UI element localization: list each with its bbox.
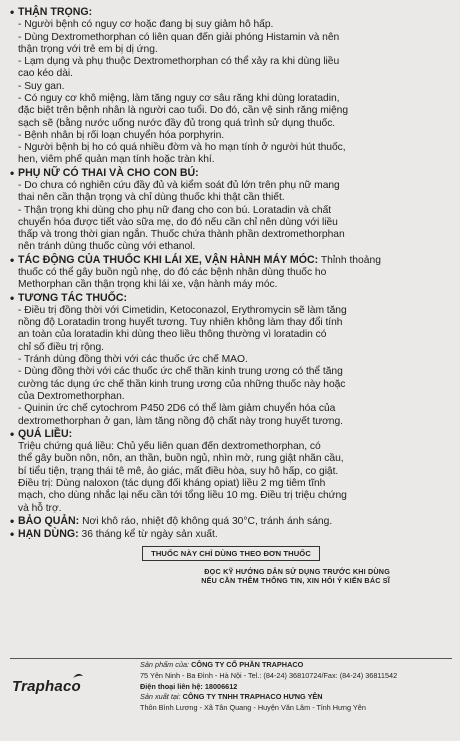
text-line: - Có nguy cơ khô miệng, làm tăng nguy cơ sâu răng khi dùng loratadin, <box>18 92 340 104</box>
text-line: cường tác dụng ức chế thần kinh trung ương của những thuốc này hoặc <box>18 378 346 390</box>
text-line: - Dùng đồng thời với các thuốc ức chế thần kinh trung ương có thể tăng <box>18 366 343 378</box>
section-body <box>10 441 452 515</box>
text-line: - Người bệnh bị ho có quá nhiều đờm và ho mạn tính ở người hút thuốc, <box>18 142 346 154</box>
notice-line-2: NẾU CẦN THÊM THÔNG TIN, XIN HỎI Ý KIẾN BÁC SĨ <box>201 576 390 586</box>
section-inline-text: Thỉnh thoảng <box>318 254 381 266</box>
section-title: HẠN DÙNG: <box>18 528 79 541</box>
section-heading <box>10 528 452 541</box>
section-5 <box>10 515 452 528</box>
otc-wrap <box>10 546 452 561</box>
text-line: bí tiểu tiện, trạng thái tê mê, ảo giác, mất điều hòa, suy hô hấp, co giật. <box>18 465 339 477</box>
section-heading <box>10 254 452 267</box>
section-heading-text <box>18 292 452 305</box>
section-3 <box>10 292 452 428</box>
text-line: và hỗ trợ. <box>18 502 62 514</box>
section-heading <box>10 167 452 180</box>
text-line: mạch, cho dùng nhắc lại nếu cần tới tổng liều 10 mg. Điều trị triệu chứng <box>18 490 347 502</box>
product-of-label: Sản phẩm của: <box>140 660 192 669</box>
manufactured-line <box>140 692 452 703</box>
bullet-icon: • <box>10 5 15 19</box>
section-title: BẢO QUẢN: <box>18 514 80 527</box>
section-title: TÁC ĐỘNG CỦA THUỐC KHI LÁI XE, VẬN HÀNH MÁY MÓC: <box>18 253 319 266</box>
section-body <box>10 305 452 428</box>
section-title: QUÁ LIỀU: <box>18 427 73 440</box>
text-line: dextromethorphan ở gan, làm tăng nồng độ chất này trong huyết tương. <box>18 415 343 427</box>
section-heading <box>10 428 452 441</box>
factory-address: Thôn Bình Lương - Xã Tân Quang - Huyện Văn Lâm - Tỉnh Hưng Yên <box>140 703 366 713</box>
section-0 <box>10 6 452 167</box>
text-line: thấp và trong thời gian ngắn. Thuốc chứa thành phần dextromethorphan <box>18 229 345 241</box>
prescription-only-box: THUỐC NÀY CHỈ DÙNG THEO ĐƠN THUỐC <box>142 546 320 561</box>
section-heading-text <box>18 528 452 541</box>
bullet-icon: • <box>10 290 15 305</box>
notice-wrap <box>10 567 452 585</box>
bullet-icon: • <box>10 426 15 441</box>
section-heading <box>10 292 452 305</box>
text-line: nồng độ Loratadin trong huyết tương. Tuy nhiên không làm thay đổi tính <box>18 317 343 329</box>
text-line: chỉ số điều trị rộng. <box>18 341 104 353</box>
text-line: của Dextromethorphan. <box>18 390 125 402</box>
text-line: - Suy gan. <box>18 80 65 92</box>
section-6 <box>10 528 452 541</box>
bullet-icon: • <box>10 513 15 528</box>
text-line: - Bệnh nhân bị rối loạn chuyển hóa porphyrin. <box>18 129 225 141</box>
leaflet-sections <box>10 6 452 541</box>
hotline-number: 18006612 <box>204 681 238 691</box>
manufacturer-name: CÔNG TY TNHH TRAPHACO HƯNG YÊN <box>182 692 323 702</box>
text-line: thuốc có thể gây buồn ngủ nhẹ, do đó các bệnh nhân dùng thuốc ho <box>18 267 327 279</box>
section-inline-text: 36 tháng kể từ ngày sản xuất. <box>78 529 218 541</box>
company-logo: Traphaco <box>12 678 81 695</box>
text-line: - Điều trị đồng thời với Cimetidin, Ketoconazol, Erythromycin sẽ làm tăng <box>18 304 347 316</box>
section-heading <box>10 6 452 19</box>
text-line: thai nên cần thận trọng và chỉ dùng thuốc khi thật cần thiết. <box>18 192 285 204</box>
bullet-icon: • <box>10 165 15 180</box>
footer <box>10 660 452 738</box>
text-line: cao kéo dài. <box>18 68 73 80</box>
section-2 <box>10 254 452 292</box>
section-title: THẬN TRỌNG: <box>18 6 93 18</box>
section-body <box>10 267 452 292</box>
bullet-icon: • <box>10 252 15 267</box>
section-heading-text <box>18 254 452 267</box>
section-heading-text <box>18 515 452 528</box>
text-line: - Quinin ức chế cytochrom P450 2D6 có thể làm giảm chuyển hóa của <box>18 403 336 415</box>
product-of-line <box>140 660 452 671</box>
hotline-label: Điện thoại liên hệ: <box>140 681 205 691</box>
company-address: 75 Yên Ninh - Ba Đình - Hà Nội - Tel.: (84-24) 36810724/Fax: (84-24) 36811542 <box>140 670 398 680</box>
text-line: - Lạm dụng và phụ thuộc Dextromethorphan có thể xảy ra khi dùng liều <box>18 56 340 68</box>
text-line: Điều trị: Dùng naloxon (tác dụng đối kháng opiat) liều 2 mg tiêm tĩnh <box>18 477 326 489</box>
read-instructions-notice <box>10 567 452 585</box>
text-line: chuyển hóa được tiết vào sữa mẹ, do đó nếu cần chỉ nên dùng với liều <box>18 216 338 228</box>
text-line: - Thận trọng khi dùng cho phụ nữ đang cho con bú. Loratadin và chất <box>18 204 332 216</box>
section-heading-text <box>18 428 452 441</box>
notice-line-1: ĐỌC KỸ HƯỚNG DẪN SỬ DỤNG TRƯỚC KHI DÙNG <box>204 567 390 577</box>
text-line: an toàn của loratadin khi dùng theo liều thông thường vì loratadin có <box>18 329 327 341</box>
text-line: Methorphan cần thận trọng khi lái xe, vận hành máy móc. <box>18 279 278 291</box>
text-line: thận trọng với trẻ em bị dị ứng. <box>18 43 158 55</box>
text-line: hen, viêm phế quản mạn tính hoặc tràn khí. <box>18 154 215 166</box>
section-1 <box>10 167 452 254</box>
footer-divider <box>10 658 452 659</box>
text-line: sạch sẽ (bằng nước uống nước đầy đủ trong quá trình sử dụng thuốc. <box>18 117 336 129</box>
section-4 <box>10 428 452 515</box>
text-line: Triệu chứng quá liều: Chủ yếu liên quan đến dextromethorphan, có <box>18 441 321 453</box>
text-line: - Tránh dùng đồng thời với các thuốc ức chế MAO. <box>18 354 248 366</box>
section-body <box>10 180 452 254</box>
section-heading-text <box>18 167 452 180</box>
text-line: đặc biệt trên bệnh nhân là người cao tuổi. Do đó, cần vệ sinh răng miệng <box>18 105 349 117</box>
text-line: - Do chưa có nghiên cứu đầy đủ và kiểm soát đủ lớn trên phụ nữ mang <box>18 179 340 191</box>
text-line: nên tránh dùng thuốc cùng với ethanol. <box>18 241 196 253</box>
text-line: - Người bệnh có nguy cơ hoặc đang bị suy giảm hô hấp. <box>18 19 274 31</box>
section-heading <box>10 515 452 528</box>
section-heading-text <box>18 6 452 19</box>
hotline-line <box>140 682 452 693</box>
text-line: - Dùng Dextromethorphan có liên quan đến giải phóng Histamin và nên <box>18 31 340 43</box>
manufactured-label: Sản xuất tại: <box>140 692 183 702</box>
section-title: PHỤ NỮ CÓ THAI VÀ CHO CON BÚ: <box>18 166 199 179</box>
bullet-icon: • <box>10 527 15 542</box>
text-line: thể gây buồn nôn, nôn, an thần, buồn ngủ, nhìn mờ, rung giật nhãn cầu, <box>18 453 344 465</box>
section-title: TƯƠNG TÁC THUỐC: <box>18 291 128 304</box>
company-name: CÔNG TY CỔ PHẦN TRAPHACO <box>191 660 304 669</box>
company-info <box>140 660 452 714</box>
section-body <box>10 19 452 167</box>
section-inline-text: Nơi khô ráo, nhiệt độ không quá 30°C, tránh ánh sáng. <box>79 515 333 527</box>
